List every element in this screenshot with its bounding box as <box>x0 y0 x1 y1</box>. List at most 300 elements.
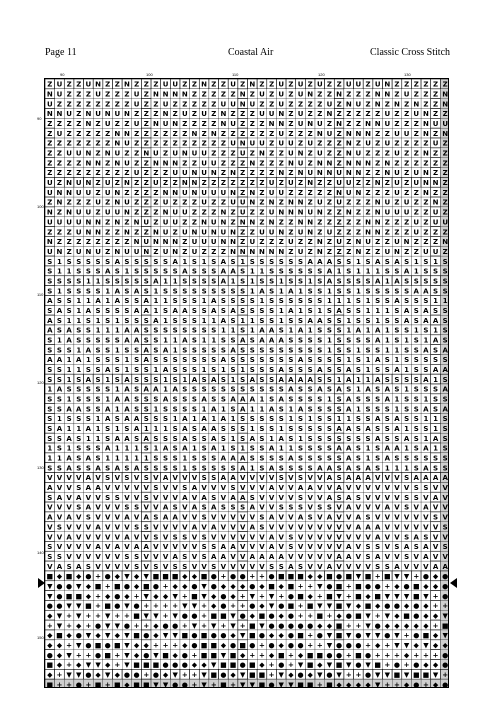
stitch-symbol: Z <box>423 218 428 226</box>
stitch-symbol: V <box>414 523 420 531</box>
stitch-symbol: 1 <box>337 297 342 305</box>
stitch-symbol: 1 <box>211 317 216 325</box>
stitch-symbol: V <box>182 514 188 522</box>
stitch-symbol: Z <box>259 189 264 197</box>
stitch-symbol: A <box>66 533 72 541</box>
stitch-symbol: V <box>240 533 246 541</box>
stitch-symbol: 1 <box>57 336 62 344</box>
stitch-symbol: + <box>66 641 72 649</box>
stitch-symbol: 1 <box>240 445 245 453</box>
stitch-symbol: V <box>375 474 381 482</box>
stitch-symbol: Z <box>192 199 197 207</box>
stitch-symbol: S <box>153 356 158 364</box>
stitch-symbol: Z <box>259 218 264 226</box>
stitch-symbol: S <box>414 464 419 472</box>
stitch-symbol: + <box>66 661 72 669</box>
stitch-symbol: 1 <box>163 336 168 344</box>
stitch-symbol: U <box>327 228 333 236</box>
stitch-symbol: Z <box>385 218 390 226</box>
stitch-symbol: S <box>202 474 207 482</box>
stitch-symbol: ▼ <box>124 573 130 581</box>
stitch-symbol: N <box>47 238 53 246</box>
stitch-symbol: U <box>201 199 207 207</box>
stitch-symbol: S <box>423 268 428 276</box>
stitch-symbol: Z <box>327 120 332 128</box>
stitch-symbol: A <box>317 258 323 266</box>
stitch-symbol: S <box>327 415 332 423</box>
stitch-symbol: ◆ <box>76 661 82 669</box>
stitch-symbol: S <box>76 376 81 384</box>
stitch-symbol: S <box>211 287 216 295</box>
stitch-symbol: A <box>201 494 207 502</box>
stitch-symbol: S <box>308 307 313 315</box>
stitch-symbol: ● <box>249 582 255 590</box>
stitch-symbol: 1 <box>153 307 158 315</box>
stitch-symbol: S <box>221 464 226 472</box>
stitch-symbol: Z <box>240 130 245 138</box>
stitch-symbol: V <box>336 563 342 571</box>
stitch-symbol: S <box>86 396 91 404</box>
stitch-symbol: + <box>114 612 120 620</box>
stitch-symbol: N <box>298 218 304 226</box>
stitch-symbol: ■ <box>210 651 217 659</box>
stitch-symbol: + <box>298 612 304 620</box>
stitch-symbol: S <box>288 268 293 276</box>
stitch-symbol: Z <box>443 248 448 256</box>
stitch-symbol: ◆ <box>433 582 439 590</box>
stitch-symbol: A <box>211 307 217 315</box>
stitch-symbol: Z <box>163 179 168 187</box>
stitch-symbol: 1 <box>298 287 303 295</box>
stitch-symbol: 1 <box>395 464 400 472</box>
stitch-symbol: + <box>201 622 207 630</box>
stitch-symbol: Z <box>298 189 303 197</box>
stitch-symbol: A <box>346 553 352 561</box>
stitch-symbol: A <box>124 336 130 344</box>
stitch-symbol: Z <box>192 140 197 148</box>
stitch-symbol: S <box>182 287 187 295</box>
stitch-symbol: Z <box>76 140 81 148</box>
stitch-symbol: Z <box>47 140 52 148</box>
stitch-symbol: S <box>375 297 380 305</box>
stitch-symbol: N <box>192 228 198 236</box>
stitch-symbol: A <box>182 425 188 433</box>
stitch-symbol: Z <box>182 238 187 246</box>
stitch-symbol: V <box>394 494 400 502</box>
stitch-symbol: S <box>182 317 187 325</box>
stitch-symbol: Z <box>221 150 226 158</box>
stitch-symbol: N <box>346 100 352 108</box>
stitch-symbol: U <box>278 130 284 138</box>
stitch-symbol: S <box>414 336 419 344</box>
stitch-symbol: S <box>182 297 187 305</box>
stitch-symbol: ● <box>317 632 323 640</box>
stitch-symbol: ■ <box>326 573 333 581</box>
stitch-symbol: ▼ <box>221 651 227 659</box>
stitch-symbol: S <box>404 356 409 364</box>
stitch-symbol: 1 <box>153 287 158 295</box>
stitch-symbol: A <box>259 553 265 561</box>
stitch-symbol: Z <box>96 238 101 246</box>
stitch-symbol: 1 <box>153 425 158 433</box>
stitch-symbol: Z <box>269 81 274 89</box>
stitch-symbol: S <box>356 277 361 285</box>
stitch-symbol: V <box>385 494 391 502</box>
stitch-symbol: S <box>433 455 438 463</box>
stitch-symbol: S <box>308 366 313 374</box>
stitch-symbol: 1 <box>366 297 371 305</box>
stitch-symbol: N <box>269 199 275 207</box>
stitch-symbol: ◆ <box>163 592 169 600</box>
stitch-symbol: S <box>124 474 129 482</box>
stitch-symbol: 1 <box>153 366 158 374</box>
stitch-symbol: + <box>134 622 140 630</box>
stitch-symbol: N <box>433 179 439 187</box>
stitch-symbol: N <box>230 189 236 197</box>
stitch-symbol: 1 <box>423 336 428 344</box>
stitch-symbol: Z <box>288 130 293 138</box>
stitch-symbol: U <box>172 150 178 158</box>
stitch-symbol: U <box>76 150 82 158</box>
stitch-symbol: S <box>173 533 178 541</box>
stitch-symbol: S <box>404 396 409 404</box>
stitch-symbol: S <box>76 484 81 492</box>
stitch-symbol: U <box>114 110 120 118</box>
stitch-symbol: ● <box>230 641 236 649</box>
stitch-symbol: Z <box>192 120 197 128</box>
stitch-symbol: V <box>259 484 265 492</box>
stitch-symbol: S <box>86 415 91 423</box>
stitch-symbol: A <box>365 523 371 531</box>
stitch-symbol: U <box>307 169 313 177</box>
stitch-symbol: N <box>163 110 169 118</box>
stitch-symbol: A <box>394 415 400 423</box>
stitch-symbol: N <box>375 120 381 128</box>
stitch-symbol: Z <box>67 100 72 108</box>
stitch-symbol: S <box>279 268 284 276</box>
stitch-symbol: S <box>173 268 178 276</box>
stitch-symbol: ▼ <box>153 612 159 620</box>
stitch-symbol: S <box>366 317 371 325</box>
stitch-symbol: V <box>153 543 159 551</box>
stitch-symbol: V <box>356 543 362 551</box>
stitch-symbol: ▼ <box>47 582 53 590</box>
stitch-symbol: S <box>231 336 236 344</box>
stitch-symbol: S <box>288 533 293 541</box>
stitch-symbol: A <box>375 258 381 266</box>
stitch-symbol: S <box>394 287 399 295</box>
stitch-symbol: Z <box>67 228 72 236</box>
stitch-symbol: S <box>269 415 274 423</box>
stitch-symbol: S <box>327 386 332 394</box>
stitch-symbol: S <box>394 386 399 394</box>
stitch-symbol: A <box>182 435 188 443</box>
stitch-symbol: ■ <box>210 612 217 620</box>
stitch-symbol: V <box>66 484 72 492</box>
stitch-symbol: V <box>375 514 381 522</box>
stitch-symbol: A <box>346 376 352 384</box>
stitch-symbol: 1 <box>231 435 236 443</box>
stitch-symbol: Z <box>57 150 62 158</box>
stitch-symbol: S <box>124 297 129 305</box>
stitch-symbol: U <box>192 238 198 246</box>
stitch-symbol: N <box>269 248 275 256</box>
stitch-symbol: V <box>259 504 265 512</box>
stitch-symbol: S <box>240 386 245 394</box>
stitch-symbol: A <box>221 258 227 266</box>
stitch-symbol: 1 <box>327 346 332 354</box>
stitch-symbol: Z <box>57 228 62 236</box>
stitch-symbol: V <box>365 533 371 541</box>
stitch-symbol: S <box>182 396 187 404</box>
stitch-symbol: Z <box>115 179 120 187</box>
stitch-symbol: Z <box>443 209 448 217</box>
stitch-symbol: S <box>317 445 322 453</box>
row-number: 130 <box>37 465 44 470</box>
stitch-symbol: ◆ <box>375 602 381 610</box>
stitch-symbol: S <box>115 494 120 502</box>
stitch-symbol: U <box>365 238 371 246</box>
stitch-symbol: Z <box>404 248 409 256</box>
stitch-symbol: U <box>433 120 439 128</box>
stitch-symbol: S <box>134 258 139 266</box>
stitch-symbol: Z <box>404 189 409 197</box>
stitch-symbol: Z <box>443 140 448 148</box>
stitch-symbol: S <box>192 366 197 374</box>
stitch-symbol: A <box>433 474 439 482</box>
stitch-symbol: Z <box>433 81 438 89</box>
stitch-symbol: N <box>240 248 246 256</box>
stitch-symbol: 1 <box>163 425 168 433</box>
stitch-symbol: V <box>279 523 285 531</box>
stitch-symbol: U <box>259 91 265 99</box>
stitch-symbol: A <box>250 553 256 561</box>
stitch-symbol: S <box>124 287 129 295</box>
stitch-symbol: V <box>192 563 198 571</box>
stitch-symbol: A <box>115 287 121 295</box>
stitch-symbol: ■ <box>153 573 160 581</box>
stitch-symbol: S <box>124 277 129 285</box>
stitch-symbol: N <box>384 169 390 177</box>
stitch-symbol: Z <box>433 150 438 158</box>
stitch-symbol: N <box>394 248 400 256</box>
stitch-symbol: + <box>240 622 246 630</box>
stitch-symbol: S <box>308 268 313 276</box>
stitch-symbol: V <box>307 504 313 512</box>
stitch-symbol: A <box>144 356 150 364</box>
stitch-symbol: Z <box>173 140 178 148</box>
stitch-symbol: S <box>96 307 101 315</box>
stitch-symbol: N <box>105 150 111 158</box>
stitch-symbol: ■ <box>355 651 362 659</box>
stitch-symbol: A <box>66 455 72 463</box>
stitch-symbol: A <box>86 307 92 315</box>
stitch-symbol: V <box>105 514 111 522</box>
stitch-symbol: + <box>134 592 140 600</box>
stitch-symbol: U <box>86 209 92 217</box>
stitch-symbol: Z <box>259 120 264 128</box>
stitch-symbol: N <box>355 189 361 197</box>
stitch-symbol: Z <box>375 130 380 138</box>
stitch-symbol: A <box>394 297 400 305</box>
stitch-symbol: U <box>182 169 188 177</box>
stitch-symbol: Z <box>327 218 332 226</box>
stitch-symbol: A <box>365 425 371 433</box>
stitch-symbol: 1 <box>288 445 293 453</box>
stitch-symbol: S <box>57 346 62 354</box>
stitch-symbol: S <box>153 415 158 423</box>
stitch-symbol: S <box>76 327 81 335</box>
stitch-symbol: S <box>327 425 332 433</box>
stitch-symbol: Z <box>96 130 101 138</box>
stitch-symbol: Z <box>105 238 110 246</box>
stitch-symbol: V <box>404 514 410 522</box>
stitch-symbol: 1 <box>288 415 293 423</box>
stitch-symbol: V <box>404 563 410 571</box>
stitch-symbol: S <box>298 415 303 423</box>
stitch-symbol: Z <box>356 110 361 118</box>
stitch-symbol: Z <box>240 159 245 167</box>
stitch-symbol: 1 <box>308 327 313 335</box>
stitch-symbol: ■ <box>413 582 420 590</box>
stitch-symbol: ▼ <box>172 632 178 640</box>
stitch-symbol: ◆ <box>221 641 227 649</box>
stitch-symbol: Z <box>163 150 168 158</box>
stitch-symbol: Z <box>231 150 236 158</box>
stitch-symbol: S <box>414 386 419 394</box>
stitch-symbol: A <box>115 543 121 551</box>
stitch-symbol: V <box>336 514 342 522</box>
stitch-symbol: V <box>57 533 63 541</box>
stitch-symbol: S <box>279 464 284 472</box>
stitch-symbol: V <box>259 494 265 502</box>
stitch-symbol: A <box>57 356 63 364</box>
stitch-symbol: U <box>76 228 82 236</box>
stitch-symbol: A <box>307 484 313 492</box>
stitch-symbol: N <box>47 110 53 118</box>
stitch-symbol: S <box>211 346 216 354</box>
stitch-symbol: U <box>47 100 53 108</box>
stitch-symbol: A <box>221 455 227 463</box>
stitch-symbol: V <box>105 543 111 551</box>
stitch-symbol: A <box>240 336 246 344</box>
stitch-symbol: Z <box>240 81 245 89</box>
stitch-symbol: S <box>288 346 293 354</box>
stitch-symbol: S <box>231 504 236 512</box>
stitch-symbol: 1 <box>105 297 110 305</box>
stitch-symbol: S <box>346 307 351 315</box>
stitch-symbol: A <box>240 396 246 404</box>
stitch-symbol: S <box>115 366 120 374</box>
stitch-symbol: S <box>327 327 332 335</box>
stitch-symbol: ◆ <box>134 651 140 659</box>
stitch-symbol: Z <box>115 120 120 128</box>
stitch-symbol: Z <box>134 209 139 217</box>
stitch-symbol: S <box>134 297 139 305</box>
stitch-symbol: 1 <box>76 425 81 433</box>
stitch-symbol: A <box>250 396 256 404</box>
stitch-symbol: Z <box>134 159 139 167</box>
stitch-symbol: V <box>172 494 178 502</box>
stitch-symbol: V <box>307 474 313 482</box>
row-number: 110 <box>37 292 43 297</box>
stitch-symbol: 1 <box>250 464 255 472</box>
stitch-symbol: S <box>423 484 428 492</box>
stitch-symbol: A <box>124 396 130 404</box>
stitch-symbol: Z <box>67 159 72 167</box>
stitch-symbol: 1 <box>366 366 371 374</box>
stitch-symbol: S <box>76 258 81 266</box>
stitch-symbol: N <box>307 179 313 187</box>
stitch-symbol: S <box>57 376 62 384</box>
stitch-symbol: S <box>414 445 419 453</box>
stitch-symbol: 1 <box>173 346 178 354</box>
stitch-symbol: V <box>414 553 420 561</box>
stitch-symbol: A <box>144 307 150 315</box>
stitch-symbol: U <box>346 81 352 89</box>
stitch-symbol: A <box>221 543 227 551</box>
stitch-symbol: + <box>298 602 304 610</box>
stitch-symbol: A <box>317 366 323 374</box>
stitch-symbol: ◆ <box>307 573 313 581</box>
stitch-symbol: V <box>423 494 429 502</box>
stitch-symbol: ◆ <box>414 622 420 630</box>
stitch-symbol: + <box>298 582 304 590</box>
stitch-symbol: 1 <box>404 366 409 374</box>
stitch-symbol: A <box>269 553 275 561</box>
stitch-symbol: U <box>384 110 390 118</box>
stitch-symbol: ● <box>384 602 390 610</box>
stitch-symbol: ● <box>153 582 159 590</box>
stitch-symbol: ◆ <box>279 641 285 649</box>
stitch-symbol: U <box>298 159 304 167</box>
stitch-symbol: Z <box>423 209 428 217</box>
stitch-symbol: ▼ <box>375 632 381 640</box>
stitch-symbol: ◆ <box>279 582 285 590</box>
stitch-symbol: S <box>182 366 187 374</box>
stitch-symbol: N <box>114 140 120 148</box>
stitch-symbol: S <box>86 317 91 325</box>
stitch-symbol: ◆ <box>47 612 53 620</box>
stitch-symbol: S <box>433 277 438 285</box>
stitch-symbol: S <box>259 435 264 443</box>
stitch-symbol: ● <box>95 651 101 659</box>
stitch-symbol: Z <box>327 91 332 99</box>
stitch-symbol: ◆ <box>153 632 159 640</box>
stitch-symbol: S <box>414 455 419 463</box>
stitch-symbol: V <box>288 523 294 531</box>
stitch-symbol: U <box>288 238 294 246</box>
stitch-symbol: A <box>279 435 285 443</box>
stitch-symbol: S <box>153 563 158 571</box>
stitch-symbol: Z <box>182 140 187 148</box>
stitch-symbol: 1 <box>105 455 110 463</box>
stitch-symbol: Z <box>250 228 255 236</box>
stitch-symbol: Z <box>67 238 72 246</box>
stitch-symbol: V <box>192 514 198 522</box>
stitch-symbol: 1 <box>115 445 120 453</box>
stitch-symbol: V <box>250 543 256 551</box>
stitch-symbol: U <box>298 248 304 256</box>
stitch-symbol: 1 <box>221 366 226 374</box>
stitch-symbol: ● <box>182 612 188 620</box>
stitch-symbol: Z <box>279 218 284 226</box>
stitch-symbol: A <box>192 484 198 492</box>
stitch-symbol: ■ <box>355 592 362 600</box>
stitch-symbol: Z <box>250 169 255 177</box>
stitch-symbol: ◆ <box>144 641 150 649</box>
stitch-symbol: 1 <box>395 356 400 364</box>
